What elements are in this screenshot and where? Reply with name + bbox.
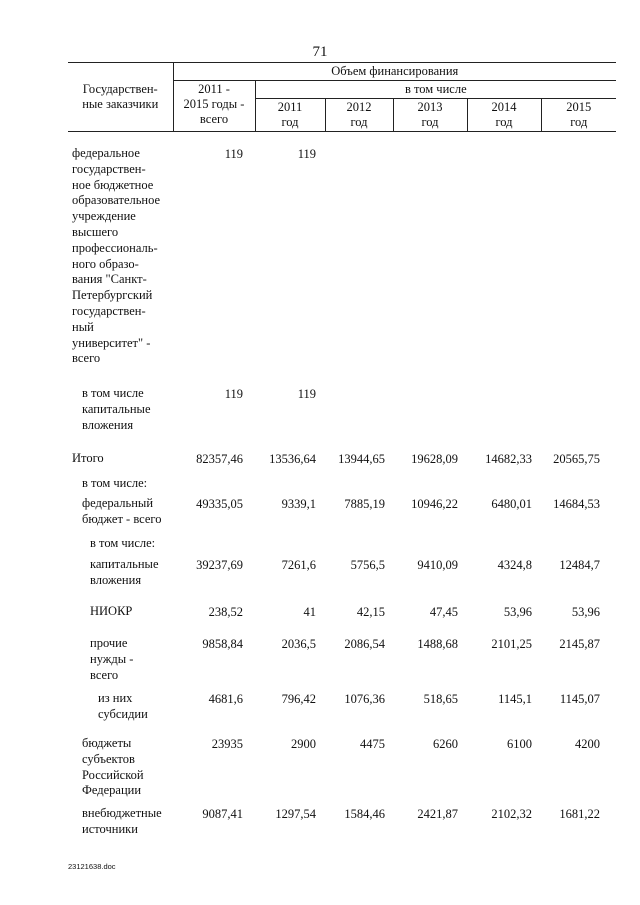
row-value: 1681,22: [559, 807, 600, 821]
row-value: 6100: [507, 737, 532, 751]
row-value: 12484,7: [559, 558, 600, 572]
row-value: 42,15: [356, 605, 385, 619]
row-label: капитальные вложения: [90, 557, 159, 587]
row-value: 13536,64: [269, 452, 316, 466]
row-value: 19628,09: [411, 452, 458, 466]
row-value: 119: [224, 147, 243, 161]
row-value: 9087,41: [202, 807, 243, 821]
row-value: 14682,33: [485, 452, 532, 466]
row-value: 41: [303, 605, 316, 619]
page-number: 71: [312, 44, 328, 60]
row-label: в том числе:: [82, 476, 148, 490]
row-value: 796,42: [281, 692, 316, 706]
row-value: 82357,46: [196, 452, 243, 466]
row-value: 1076,36: [344, 692, 385, 706]
row-value: 7885,19: [344, 497, 385, 511]
row-value: 238,52: [208, 605, 243, 619]
header-year-2014: 2014 год: [467, 99, 541, 132]
row-value: 4681,6: [208, 692, 243, 706]
row-value: 23935: [211, 737, 243, 751]
row-value: 1297,54: [275, 807, 316, 821]
row-label: федеральный бюджет - всего: [82, 496, 162, 526]
row-value: 6260: [433, 737, 458, 751]
header-including: в том числе: [255, 81, 616, 99]
row-value: 47,45: [429, 605, 458, 619]
row-value: 119: [224, 387, 243, 401]
row-label: в том числе:: [90, 536, 156, 550]
header-year-2011: 2011 год: [255, 99, 325, 132]
row-value: 119: [297, 387, 316, 401]
row-value: 53,96: [503, 605, 532, 619]
row-value: 13944,65: [338, 452, 385, 466]
row-value: 2145,87: [559, 637, 600, 651]
row-label: прочие нужды - всего: [90, 636, 134, 682]
row-value: 9858,84: [202, 637, 243, 651]
header-customers: Государствен- ные заказчики: [68, 63, 173, 132]
row-label: внебюджетные источники: [82, 806, 162, 836]
row-value: 119: [297, 147, 316, 161]
row-value: 4324,8: [497, 558, 532, 572]
row-value: 1145,1: [498, 692, 532, 706]
row-value: 9339,1: [281, 497, 316, 511]
table-header: [68, 62, 616, 132]
row-value: 53,96: [571, 605, 600, 619]
row-label: из них субсидии: [98, 691, 148, 721]
row-value: 10946,22: [411, 497, 458, 511]
row-label: бюджеты субъектов Российской Федерации: [82, 736, 144, 798]
row-value: 7261,6: [281, 558, 316, 572]
row-label: Итого: [72, 451, 104, 465]
row-value: 2900: [291, 737, 316, 751]
row-value: 9410,09: [417, 558, 458, 572]
row-value: 4475: [360, 737, 385, 751]
row-value: 2086,54: [344, 637, 385, 651]
row-value: 1584,46: [344, 807, 385, 821]
row-label: в том числе капитальные вложения: [82, 386, 151, 432]
row-value: 518,65: [423, 692, 458, 706]
row-label: федеральное государствен- ное бюджетное образовательное учреждение высшего профессиональ- ного образо- вания "Санкт- Петербургский государствен- ный университет" - всего: [72, 146, 161, 366]
row-value: 49335,05: [196, 497, 243, 511]
row-value: 2102,32: [491, 807, 532, 821]
header-total: 2011 - 2015 годы - всего: [173, 81, 255, 132]
row-value: 1145,07: [559, 692, 600, 706]
row-value: 4200: [575, 737, 600, 751]
row-value: 6480,01: [491, 497, 532, 511]
header-year-2015: 2015 год: [541, 99, 616, 132]
header-funding: Объем финансирования: [173, 63, 616, 81]
row-value: 39237,69: [196, 558, 243, 572]
row-value: 2036,5: [281, 637, 316, 651]
row-value: 5756,5: [350, 558, 385, 572]
row-value: 2421,87: [417, 807, 458, 821]
footer-filename: 23121638.doc: [68, 862, 116, 871]
header-year-2012: 2012 год: [325, 99, 393, 132]
header-year-2013: 2013 год: [393, 99, 467, 132]
row-value: 14684,53: [553, 497, 600, 511]
row-label: НИОКР: [90, 604, 133, 618]
row-value: 20565,75: [553, 452, 600, 466]
row-value: 1488,68: [417, 637, 458, 651]
row-value: 2101,25: [491, 637, 532, 651]
